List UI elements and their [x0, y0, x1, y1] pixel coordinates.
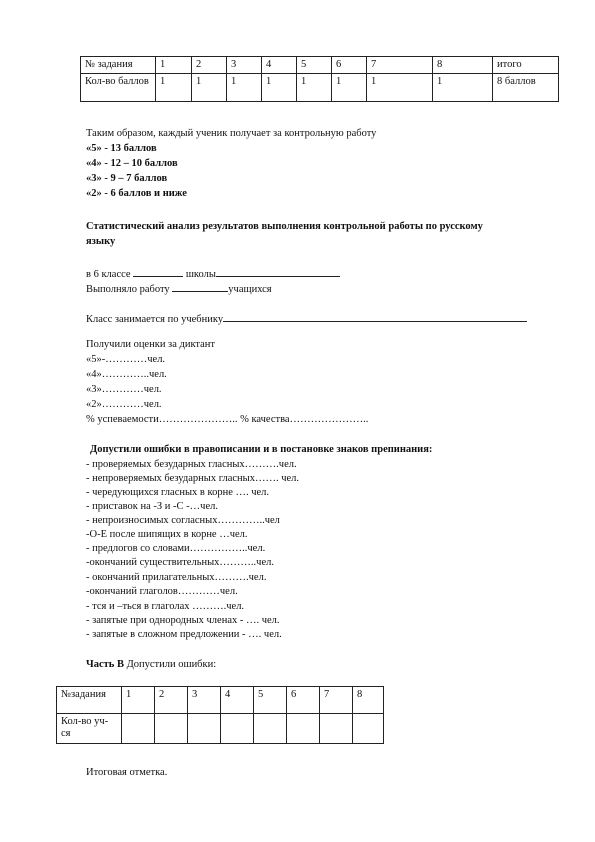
grade-count: «2»…………чел. — [86, 399, 162, 410]
table-header-row — [81, 57, 559, 74]
table-cell-empty[interactable] — [221, 714, 254, 744]
grade-line: «2» - 6 баллов и ниже — [86, 188, 187, 199]
error-item: - предлогов со словами……………..чел. — [86, 543, 266, 554]
grade-count: «4»…………..чел. — [86, 369, 167, 380]
table-cell: 3 — [227, 57, 262, 74]
analysis-title-cont: языку — [86, 236, 116, 247]
grade-line: «3» - 9 – 7 баллов — [86, 173, 168, 184]
table-cell: 1 — [262, 74, 297, 102]
table-cell-empty[interactable] — [254, 714, 287, 744]
table-cell: 1 — [367, 74, 433, 102]
table-cell: 2 — [192, 57, 227, 74]
table-cell: 1 — [156, 57, 192, 74]
grades-title: Получили оценки за диктант — [86, 339, 216, 350]
table-cell: Кол-во баллов — [81, 74, 156, 102]
table-cell-empty[interactable] — [122, 714, 155, 744]
table-cell: 6 — [332, 57, 367, 74]
performance-line: % успеваемости………………….. % качества………………….. — [86, 414, 369, 425]
table-header-row — [57, 687, 384, 714]
table-row — [81, 74, 559, 102]
completed-label: Выполняло работу — [86, 284, 170, 295]
table-cell: 1 — [156, 74, 192, 102]
textbook-label: Класс занимается по учебнику — [86, 314, 224, 325]
error-item: - чередующихся гласных в корне …. чел. — [86, 487, 270, 498]
part-b-label: Часть В — [86, 659, 124, 670]
table-cell-empty[interactable] — [287, 714, 320, 744]
table-cell: 1 — [332, 74, 367, 102]
table-cell: Кол-во уч-ся — [57, 714, 122, 744]
grade-count: «5»-…………чел. — [86, 354, 166, 365]
completed-blank[interactable] — [172, 281, 228, 292]
table-cell: 8 баллов — [493, 74, 559, 102]
class-line — [86, 266, 340, 281]
error-item: - непроверяемых безударных гласных……. чел. — [86, 473, 300, 484]
table-cell-empty[interactable] — [320, 714, 353, 744]
table-cell: 8 — [353, 687, 384, 714]
school-blank[interactable] — [216, 266, 340, 277]
scores-table — [80, 56, 559, 102]
table-cell: 1 — [227, 74, 262, 102]
error-item: - запятые при однородных членах - …. чел. — [86, 615, 280, 626]
part-b-line — [86, 658, 216, 671]
error-item: - тся и –ться в глаголах ……….чел. — [86, 601, 245, 612]
table-cell: 8 — [433, 57, 493, 74]
grade-line: «5» - 13 баллов — [86, 143, 157, 154]
table-cell: 7 — [320, 687, 353, 714]
table-row — [57, 714, 384, 744]
error-item: -окончаний глаголов…………чел. — [86, 586, 238, 597]
students-label: учащихся — [228, 284, 272, 295]
grade-count: «3»…………чел. — [86, 384, 162, 395]
error-item: -О-Е после шипящих в корне …чел. — [86, 529, 248, 540]
table-cell-empty[interactable] — [188, 714, 221, 744]
table-cell-empty[interactable] — [155, 714, 188, 744]
school-label: школы — [185, 269, 216, 280]
table-cell: 1 — [297, 74, 332, 102]
table-cell: 7 — [367, 57, 433, 74]
table-cell: №задания — [57, 687, 122, 714]
table-cell: 1 — [433, 74, 493, 102]
textbook-line — [86, 311, 527, 326]
table-cell: 1 — [192, 74, 227, 102]
table-cell: 4 — [221, 687, 254, 714]
table-cell: 3 — [188, 687, 221, 714]
table-cell: 5 — [254, 687, 287, 714]
error-item: - окончаний прилагательных……….чел. — [86, 572, 267, 583]
error-item: -окончаний существительных………..чел. — [86, 557, 274, 568]
table-cell: 2 — [155, 687, 188, 714]
error-item: - запятые в сложном предложении - …. чел. — [86, 629, 282, 640]
errors-count-table — [56, 686, 384, 744]
completed-line — [86, 281, 272, 296]
grade-line: «4» - 12 – 10 баллов — [86, 158, 178, 169]
table-cell: № задания — [81, 57, 156, 74]
table-cell: 5 — [297, 57, 332, 74]
final-grade-label: Итоговая отметка. — [86, 767, 168, 778]
class-blank[interactable] — [133, 266, 183, 277]
grading-intro: Таким образом, каждый ученик получает за контрольную работу — [86, 128, 377, 139]
table-cell: итого — [493, 57, 559, 74]
analysis-title: Статистический анализ результатов выполнения контрольной работы по русскому — [86, 221, 483, 232]
table-cell: 4 — [262, 57, 297, 74]
table-cell: 6 — [287, 687, 320, 714]
class-label: в 6 классе — [86, 269, 131, 280]
table-cell-empty[interactable] — [353, 714, 384, 744]
error-item: - непроизносимых согласных…………..чел — [86, 515, 280, 526]
part-b-text: Допустили ошибки: — [126, 659, 217, 670]
textbook-blank[interactable] — [223, 311, 527, 322]
errors-title: Допустили ошибки в правописании и в постановке знаков препинания: — [90, 444, 433, 455]
error-item: - проверяемых безударных гласных……….чел. — [86, 459, 297, 470]
error-item: - приставок на -З и -С -…чел. — [86, 501, 218, 512]
table-cell: 1 — [122, 687, 155, 714]
